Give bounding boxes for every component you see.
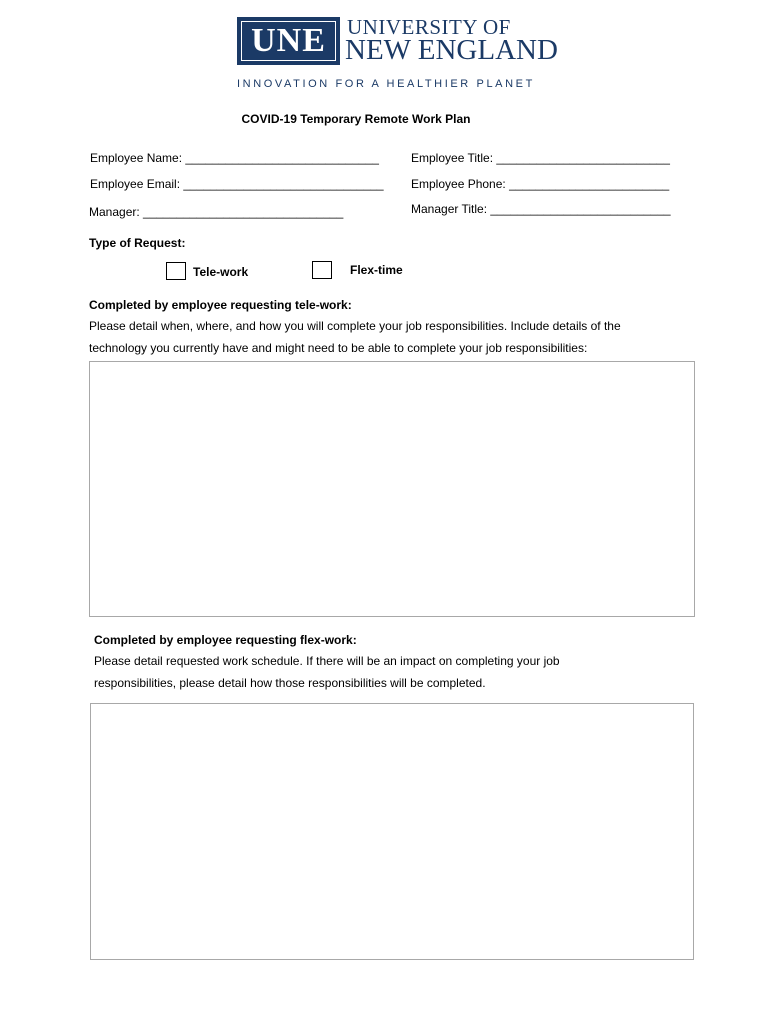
telework-response-box[interactable]	[89, 361, 695, 617]
flexwork-response-box[interactable]	[90, 703, 694, 960]
telework-section-heading: Completed by employee requesting tele-work:	[89, 298, 352, 312]
telework-instructions: Please detail when, where, and how you will complete your job responsibilities. Include details of the technology you currently have and might need to be able to complete your job responsibilities:	[89, 319, 621, 355]
logo-tagline: INNOVATION FOR A HEALTHIER PLANET	[237, 78, 535, 90]
manager-title-field[interactable]: Manager Title: ___________________________	[411, 202, 671, 216]
une-logo-mark	[237, 17, 340, 65]
flextime-option-label: Flex-time	[350, 263, 403, 277]
logo-abbreviation: UNE	[241, 21, 336, 61]
employee-email-field[interactable]: Employee Email: ______________________________	[90, 177, 384, 191]
employee-name-field[interactable]: Employee Name: _____________________________	[90, 151, 379, 165]
flexwork-instructions: Please detail requested work schedule. If there will be an impact on completing your job responsibilities, please detail how those responsibilities will be completed.	[94, 654, 560, 690]
manager-field[interactable]: Manager: ______________________________	[89, 205, 344, 219]
flexwork-section-heading: Completed by employee requesting flex-work:	[94, 633, 357, 647]
flextime-checkbox[interactable]	[312, 261, 332, 279]
document-title: COVID-19 Temporary Remote Work Plan	[241, 112, 471, 126]
telework-checkbox[interactable]	[166, 262, 186, 280]
employee-title-field[interactable]: Employee Title: __________________________	[411, 151, 670, 165]
telework-option-label: Tele-work	[193, 265, 249, 279]
type-of-request-label: Type of Request:	[89, 236, 186, 250]
employee-phone-field[interactable]: Employee Phone: ________________________	[411, 177, 670, 191]
logo-university-of: UNIVERSITY OF	[347, 15, 511, 39]
logo-new-england: NEW ENGLAND	[345, 34, 558, 66]
